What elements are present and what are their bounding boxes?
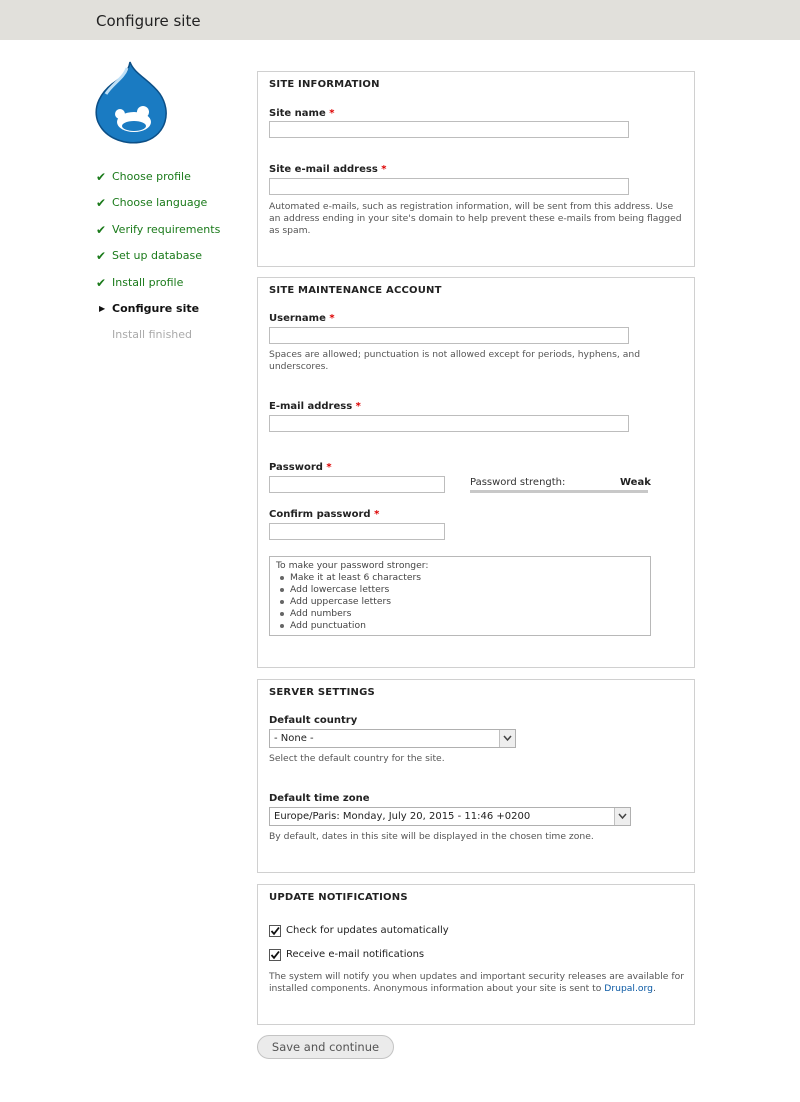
check-icon: ✔ <box>96 275 107 290</box>
suggestion-item: Add numbers <box>276 608 644 620</box>
check-icon: ✔ <box>96 222 107 237</box>
save-and-continue-button[interactable]: Save and continue <box>257 1035 394 1059</box>
check-icon: ✔ <box>96 170 107 184</box>
default-country-select[interactable] <box>269 729 516 748</box>
confirm-password-label: Confirm password * <box>269 509 380 520</box>
password-strength-label: Password strength: <box>470 477 566 488</box>
site-information-fieldset <box>257 71 695 267</box>
password-input[interactable] <box>269 476 445 493</box>
default-country-value: - None - <box>274 733 314 744</box>
suggestions-title: To make your password stronger: <box>276 560 429 571</box>
default-country-description: Select the default country for the site. <box>269 753 445 764</box>
server-settings-legend: SERVER SETTINGS <box>269 687 375 698</box>
page-title: Configure site <box>96 12 201 30</box>
default-timezone-description: By default, dates in this site will be displayed in the chosen time zone. <box>269 831 594 842</box>
check-icon: ✔ <box>96 196 107 211</box>
check-updates-checkbox[interactable] <box>269 925 281 937</box>
install-steps <box>96 164 220 349</box>
account-fieldset <box>257 277 695 668</box>
step-install-finished <box>96 322 220 348</box>
site-email-description: Automated e-mails, such as registration information, will be sent from this address. Use an address ending in your site's domain to help prevent these e-mails from being flagged as spam. <box>269 201 682 236</box>
checkmark-icon <box>270 950 280 960</box>
step-choose-profile <box>96 164 220 190</box>
email-label: E-mail address * <box>269 401 361 412</box>
step-label: Verify requirements <box>112 222 221 236</box>
step-label: Configure site <box>112 301 200 315</box>
header-bar <box>0 0 800 40</box>
step-verify-requirements <box>96 217 220 243</box>
email-notifications-checkbox[interactable] <box>269 949 281 961</box>
suggestion-item: Add punctuation <box>276 620 644 632</box>
checkmark-icon <box>270 926 280 936</box>
check-icon: ✔ <box>96 249 107 264</box>
confirm-password-input[interactable] <box>269 523 445 540</box>
password-suggestions <box>269 556 651 636</box>
suggestion-item: Add uppercase letters <box>276 596 644 608</box>
password-strength-value: Weak <box>620 477 651 488</box>
email-notifications-label[interactable]: Receive e-mail notifications <box>286 949 425 960</box>
site-information-legend: SITE INFORMATION <box>269 79 380 90</box>
default-timezone-select[interactable] <box>269 807 631 826</box>
default-country-label: Default country <box>269 715 358 726</box>
step-install-profile <box>96 270 220 296</box>
password-label: Password * <box>269 462 332 473</box>
site-email-label: Site e-mail address * <box>269 164 387 175</box>
step-label: Choose language <box>112 196 208 210</box>
step-label: Choose profile <box>112 170 191 183</box>
email-input[interactable] <box>269 415 629 432</box>
check-updates-label[interactable]: Check for updates automatically <box>286 925 449 936</box>
site-name-input[interactable] <box>269 121 629 138</box>
site-name-label: Site name * <box>269 108 335 119</box>
drupal-logo <box>94 60 170 144</box>
step-label: Set up database <box>112 249 203 263</box>
username-description: Spaces are allowed; punctuation is not allowed except for periods, hyphens, and underscores. <box>269 349 641 372</box>
drupal-org-link[interactable]: Drupal.org <box>604 983 653 994</box>
update-notifications-description: The system will notify you when updates and important security releases are available for installed components. Anonymous information about your site is sent to Drupal.org. <box>269 971 685 994</box>
server-settings-fieldset <box>257 679 695 873</box>
username-label: Username * <box>269 313 335 324</box>
update-notifications-fieldset <box>257 884 695 1025</box>
step-label: Install profile <box>112 275 184 289</box>
username-input[interactable] <box>269 327 629 344</box>
default-timezone-value: Europe/Paris: Monday, July 20, 2015 - 11:46 +0200 <box>274 811 531 822</box>
site-email-input[interactable] <box>269 178 629 195</box>
step-choose-language <box>96 190 220 216</box>
default-timezone-label: Default time zone <box>269 793 370 804</box>
triangle-right-icon: ▶ <box>99 303 106 313</box>
update-notifications-legend: UPDATE NOTIFICATIONS <box>269 892 408 903</box>
password-strength-bar <box>470 490 648 493</box>
suggestion-item: Make it at least 6 characters <box>276 572 644 584</box>
suggestion-item: Add lowercase letters <box>276 584 644 596</box>
chevron-down-icon <box>614 808 630 825</box>
step-label: Install finished <box>112 328 193 342</box>
account-legend: SITE MAINTENANCE ACCOUNT <box>269 285 442 296</box>
chevron-down-icon <box>499 730 515 747</box>
step-configure-site <box>96 296 220 322</box>
step-set-up-database <box>96 243 220 269</box>
